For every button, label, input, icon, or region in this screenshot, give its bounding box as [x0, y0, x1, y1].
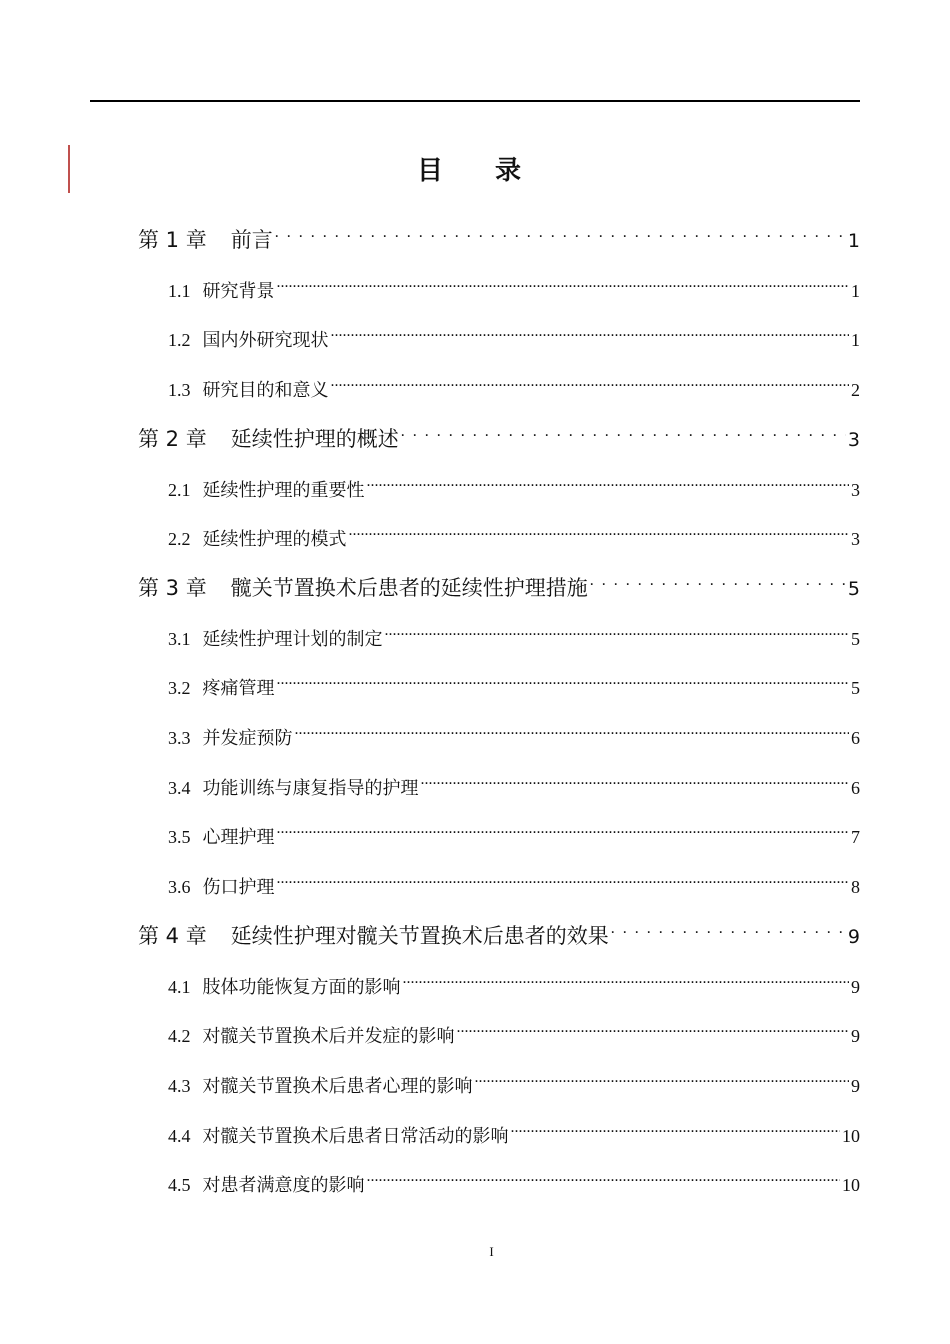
toc-entry-number: 1.3 [168, 380, 191, 401]
toc-entry-number: 4.3 [168, 1075, 191, 1096]
toc-entry-number: 2.2 [168, 529, 191, 550]
toc-dot-leader [295, 714, 850, 744]
toc-dot-leader [367, 1161, 841, 1191]
toc-entry-page: 3 [851, 479, 860, 500]
toc-entry[interactable] [168, 714, 860, 749]
toc-entry[interactable] [168, 366, 860, 402]
toc-entry[interactable] [138, 913, 860, 948]
header-rule [90, 100, 860, 102]
toc-entry-page: 1 [847, 230, 860, 252]
toc-dot-leader [277, 813, 850, 843]
toc-entry-number: 3.1 [168, 628, 191, 649]
toc-title: 目录 [416, 156, 573, 186]
toc-entry-page: 8 [851, 877, 860, 898]
toc-entry-title: 对髋关节置换术后患者心理的影响 [202, 1075, 473, 1097]
toc-entry-title: 研究背景 [202, 280, 275, 302]
toc-dot-leader [457, 1012, 850, 1042]
toc-entry-title: 功能训练与康复指导的护理 [202, 777, 419, 799]
toc-entry-title: 延续性护理对髋关节置换术后患者的效果 [230, 923, 609, 948]
toc-entry[interactable] [168, 664, 860, 700]
toc-dot-leader [349, 515, 850, 545]
toc-entry-number: 4.2 [168, 1026, 191, 1047]
toc-dot-leader [421, 764, 850, 794]
toc-entry[interactable] [138, 416, 860, 451]
toc-entry-number: 4.1 [168, 976, 191, 997]
toc-dot-leader [331, 366, 850, 396]
toc-entry-number: 第 1 章 [138, 228, 207, 252]
toc-entry-title: 国内外研究现状 [202, 330, 329, 352]
toc-entry-page: 5 [851, 628, 860, 649]
toc-entry-title: 肢体功能恢复方面的影响 [202, 976, 401, 998]
toc-entry-title: 对髋关节置换术后并发症的影响 [202, 1026, 455, 1048]
toc-entry-number: 4.5 [168, 1175, 191, 1196]
toc-entry[interactable] [168, 1161, 860, 1197]
toc-entry-title: 疼痛管理 [202, 678, 275, 700]
toc-entry[interactable] [138, 565, 860, 600]
toc-entry-title: 伤口护理 [202, 877, 275, 899]
toc-entry-title: 延续性护理计划的制定 [202, 628, 383, 650]
toc-entry-title: 延续性护理的概述 [230, 426, 399, 451]
toc-entry-title: 心理护理 [202, 827, 275, 849]
toc-entry-number: 第 3 章 [138, 575, 207, 600]
toc-entry-number: 4.4 [168, 1125, 191, 1146]
toc-dot-leader [401, 416, 846, 446]
toc-entry-title: 髋关节置换术后患者的延续性护理措施 [230, 575, 588, 600]
toc-entry-title: 对患者满意度的影响 [202, 1175, 365, 1197]
toc-entry-page: 3 [847, 428, 860, 451]
toc-entry-number: 第 2 章 [138, 426, 207, 451]
toc-entry-page: 3 [851, 529, 860, 550]
toc-entry-number: 3.6 [168, 877, 191, 898]
toc-entry-page: 5 [847, 577, 860, 600]
toc-entry-number: 2.1 [168, 479, 191, 500]
toc-entry-page: 5 [851, 678, 860, 699]
toc-entry-page: 9 [851, 1026, 860, 1047]
toc-entry-title: 对髋关节置换术后患者日常活动的影响 [202, 1125, 509, 1147]
toc-entry-page: 1 [851, 280, 860, 301]
toc-entry-number: 3.3 [168, 728, 191, 748]
toc-entry-page: 9 [851, 1075, 860, 1096]
toc-entry[interactable] [168, 1062, 860, 1097]
toc-entry-title: 前言 [230, 228, 273, 252]
toc-entry-page: 2 [851, 380, 860, 401]
toc-dot-leader [277, 664, 850, 694]
toc-entry-page: 6 [851, 777, 860, 798]
page-number: I [489, 1244, 494, 1259]
toc-entry[interactable] [168, 863, 860, 899]
toc-dot-leader [385, 615, 850, 645]
toc-entry-number: 3.4 [168, 777, 191, 798]
toc-entry-title: 并发症预防 [202, 728, 293, 749]
toc-entry[interactable] [168, 615, 860, 650]
toc-entry[interactable] [168, 963, 860, 998]
toc-entry-number: 1.1 [168, 280, 191, 301]
toc-entry[interactable] [168, 1012, 860, 1048]
toc-entry-number: 3.2 [168, 678, 191, 699]
toc-dot-leader [590, 565, 846, 595]
toc-entry-title: 延续性护理的模式 [202, 529, 347, 551]
toc-entry[interactable] [168, 813, 860, 849]
toc-dot-leader [367, 466, 850, 496]
toc-entry-page: 10 [842, 1125, 860, 1146]
toc-entry[interactable] [168, 316, 860, 352]
toc-entry[interactable] [168, 466, 860, 501]
toc-entry-number: 1.2 [168, 330, 191, 351]
toc-entry[interactable] [138, 217, 860, 252]
toc-dot-leader [611, 913, 846, 943]
toc-entry-number: 3.5 [168, 827, 191, 848]
toc-dot-leader [403, 963, 850, 993]
toc-dot-leader [277, 267, 850, 297]
toc-entry-page: 7 [851, 827, 860, 848]
toc-dot-leader [331, 316, 850, 346]
toc-entry[interactable] [168, 267, 860, 302]
toc-entry[interactable] [168, 764, 860, 799]
toc-dot-leader [275, 217, 846, 247]
toc-entry-page: 6 [851, 728, 860, 748]
toc-dot-leader [511, 1112, 841, 1142]
toc-entry[interactable] [168, 515, 860, 551]
toc-dot-leader [475, 1062, 850, 1092]
toc-entry-title: 延续性护理的重要性 [202, 479, 365, 501]
toc-entry-page: 9 [851, 976, 860, 997]
toc-entry-number: 第 4 章 [138, 923, 207, 948]
toc-dot-leader [277, 863, 850, 893]
toc-entry-page: 10 [842, 1175, 860, 1196]
toc-entry-title: 研究目的和意义 [202, 380, 329, 402]
toc-entry-page: 9 [847, 925, 860, 948]
toc-entry-page: 1 [851, 330, 860, 351]
toc-entry[interactable] [168, 1112, 860, 1147]
